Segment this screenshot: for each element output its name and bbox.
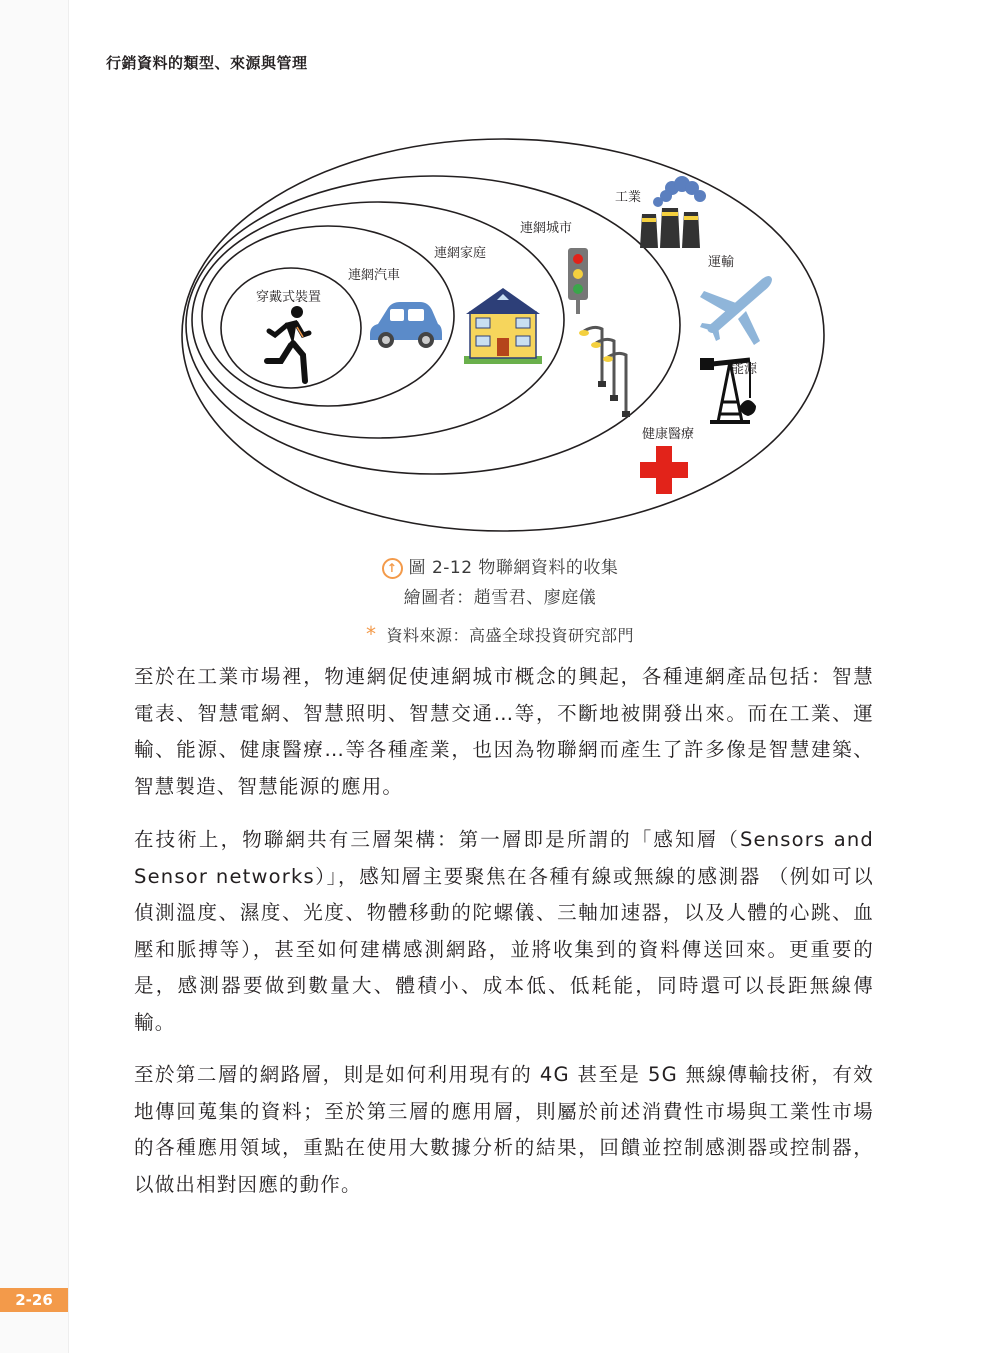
body-paragraph-2: 在技術上，物聯網共有三層架構：第一層即是所謂的「感知層（Sensors and Sensor networks）」，感知層主要聚焦在各種有線或無線的感測器 （例如可以偵測溫度、濕度、光度、物體移動的陀螺儀、三軸加速器，以及人體的心跳、血壓和脈搏等），甚至如何建構感測網路，並將收集到的資料傳送回來。更重要的是，感測器要做到數量大、體積小、成本低、低耗能，同時還可以長距無線傳輸。 <box>134 828 874 1034</box>
label-wearable: 穿戴式裝置 <box>256 290 322 305</box>
street-light-icon <box>579 327 630 417</box>
running-head: 行銷資料的類型、來源與管理 <box>106 54 308 72</box>
label-energy: 能源 <box>731 362 758 377</box>
label-home: 連網家庭 <box>434 246 487 261</box>
figure-title: 圖 2-12 物聯網資料的收集 <box>408 558 619 578</box>
traffic-light-icon <box>568 248 588 314</box>
house-icon <box>464 288 542 364</box>
label-car: 連網汽車 <box>348 268 401 283</box>
label-transport: 運輸 <box>708 255 735 270</box>
figure-illustrator: 繪圖者：趙雪君、廖庭儀 <box>403 588 597 608</box>
figure-source-line <box>0 622 1000 646</box>
label-city: 連網城市 <box>520 221 573 236</box>
star-icon: * <box>365 622 377 646</box>
car-icon <box>370 302 442 348</box>
body-paragraph-3: 至於第二層的網路層，則是如何利用現有的 4G 甚至是 5G 無線傳輸技術，有效地傳回蒐集的資料；至於第三層的應用層，則屬於前述消費性市場與工業性市場的各種應用領域，重點在使用大數據分析的結果，回饋並控制感測器或控制器，以做出相對因應的動作。 <box>134 1063 874 1196</box>
page-number: 2-26 <box>0 1288 68 1312</box>
airplane-icon <box>700 276 772 345</box>
running-person-icon <box>267 306 309 381</box>
red-cross-icon <box>640 446 688 494</box>
iot-diagram-svg <box>178 138 828 538</box>
factory-icon <box>640 176 706 248</box>
body-paragraph-1: 至於在工業市場裡，物連網促使連網城市概念的興起，各種連網產品包括：智慧電表、智慧電網、智慧照明、智慧交通…等，不斷地被開發出來。而在工業、運輸、能源、健康醫療…等各種產業，也因為物聯網而產生了許多像是智慧建築、智慧製造、智慧能源的應用。 <box>134 665 874 798</box>
page-margin <box>0 0 69 1353</box>
label-industry: 工業 <box>615 190 642 205</box>
iot-diagram <box>178 138 828 538</box>
label-healthcare: 健康醫療 <box>642 427 695 442</box>
figure-caption <box>0 553 1000 579</box>
figure-arrow-icon: ↑ <box>382 558 403 579</box>
figure-source: 資料來源：高盛全球投資研究部門 <box>386 626 634 645</box>
